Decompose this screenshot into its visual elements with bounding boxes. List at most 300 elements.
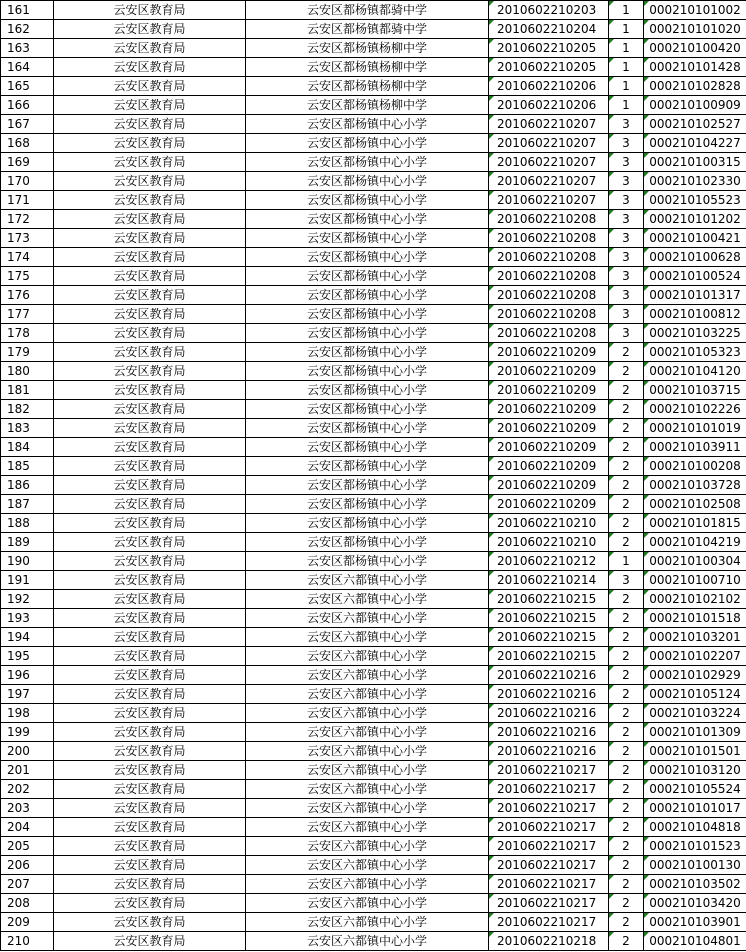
row-number-cell: 162 (1, 20, 54, 39)
position-code-cell: 2010602210207 (489, 134, 609, 153)
row-number-cell: 194 (1, 628, 54, 647)
position-code-cell: 2010602210210 (489, 514, 609, 533)
department-cell: 云安区教育局 (54, 571, 246, 590)
position-code-cell: 2010602210215 (489, 609, 609, 628)
position-code-cell: 2010602210215 (489, 590, 609, 609)
position-code-cell: 2010602210215 (489, 628, 609, 647)
department-cell: 云安区教育局 (54, 381, 246, 400)
row-number-cell: 189 (1, 533, 54, 552)
candidate-id-cell: 000210101017 (644, 799, 746, 818)
row-number-cell: 208 (1, 894, 54, 913)
candidate-id-cell: 000210104227 (644, 134, 746, 153)
school-name-cell: 云安区都杨镇中心小学 (246, 495, 489, 514)
position-code-cell: 2010602210216 (489, 704, 609, 723)
quota-cell: 1 (609, 58, 644, 77)
candidate-id-cell: 000210103901 (644, 913, 746, 932)
table-row (1, 248, 746, 267)
school-name-cell: 云安区都杨镇杨柳中学 (246, 96, 489, 115)
quota-cell: 2 (609, 666, 644, 685)
quota-cell: 2 (609, 628, 644, 647)
candidate-id-cell: 000210103502 (644, 875, 746, 894)
table-row (1, 58, 746, 77)
quota-cell: 2 (609, 647, 644, 666)
department-cell: 云安区教育局 (54, 324, 246, 343)
school-name-cell: 云安区都杨镇中心小学 (246, 533, 489, 552)
department-cell: 云安区教育局 (54, 400, 246, 419)
candidate-id-cell: 000210103420 (644, 894, 746, 913)
school-name-cell: 云安区都杨镇中心小学 (246, 343, 489, 362)
table-body (1, 1, 746, 951)
department-cell: 云安区教育局 (54, 476, 246, 495)
school-name-cell: 云安区都杨镇中心小学 (246, 305, 489, 324)
position-code-cell: 2010602210209 (489, 457, 609, 476)
school-name-cell: 云安区六都镇中心小学 (246, 799, 489, 818)
position-code-cell: 2010602210215 (489, 647, 609, 666)
quota-cell: 2 (609, 837, 644, 856)
position-code-cell: 2010602210206 (489, 96, 609, 115)
position-code-cell: 2010602210209 (489, 495, 609, 514)
table-row (1, 590, 746, 609)
row-number-cell: 188 (1, 514, 54, 533)
department-cell: 云安区教育局 (54, 875, 246, 894)
row-number-cell: 207 (1, 875, 54, 894)
school-name-cell: 云安区六都镇中心小学 (246, 628, 489, 647)
row-number-cell: 202 (1, 780, 54, 799)
quota-cell: 2 (609, 913, 644, 932)
school-name-cell: 云安区六都镇中心小学 (246, 780, 489, 799)
candidate-id-cell: 000210104120 (644, 362, 746, 381)
school-name-cell: 云安区都杨镇都骑中学 (246, 1, 489, 20)
table-row (1, 172, 746, 191)
candidate-id-cell: 000210100812 (644, 305, 746, 324)
department-cell: 云安区教育局 (54, 799, 246, 818)
department-cell: 云安区教育局 (54, 229, 246, 248)
quota-cell: 2 (609, 533, 644, 552)
position-code-cell: 2010602210208 (489, 305, 609, 324)
candidate-id-cell: 000210101523 (644, 837, 746, 856)
quota-cell: 2 (609, 495, 644, 514)
school-name-cell: 云安区都杨镇中心小学 (246, 172, 489, 191)
table-row (1, 229, 746, 248)
table-row (1, 837, 746, 856)
table-row (1, 96, 746, 115)
table-row (1, 210, 746, 229)
position-code-cell: 2010602210209 (489, 381, 609, 400)
table-row (1, 362, 746, 381)
quota-cell: 3 (609, 210, 644, 229)
department-cell: 云安区教育局 (54, 894, 246, 913)
row-number-cell: 198 (1, 704, 54, 723)
row-number-cell: 165 (1, 77, 54, 96)
school-name-cell: 云安区六都镇中心小学 (246, 761, 489, 780)
department-cell: 云安区教育局 (54, 628, 246, 647)
row-number-cell: 190 (1, 552, 54, 571)
department-cell: 云安区教育局 (54, 837, 246, 856)
school-name-cell: 云安区都杨镇中心小学 (246, 419, 489, 438)
position-code-cell: 2010602210218 (489, 932, 609, 951)
table-row (1, 419, 746, 438)
department-cell: 云安区教育局 (54, 609, 246, 628)
school-name-cell: 云安区都杨镇中心小学 (246, 362, 489, 381)
department-cell: 云安区教育局 (54, 552, 246, 571)
row-number-cell: 180 (1, 362, 54, 381)
table-row (1, 495, 746, 514)
table-row (1, 438, 746, 457)
candidate-id-cell: 000210102207 (644, 647, 746, 666)
quota-cell: 3 (609, 115, 644, 134)
position-code-cell: 2010602210217 (489, 856, 609, 875)
department-cell: 云安区教育局 (54, 913, 246, 932)
row-number-cell: 210 (1, 932, 54, 951)
row-number-cell: 196 (1, 666, 54, 685)
table-row (1, 324, 746, 343)
school-name-cell: 云安区都杨镇中心小学 (246, 153, 489, 172)
school-name-cell: 云安区都杨镇杨柳中学 (246, 39, 489, 58)
quota-cell: 2 (609, 704, 644, 723)
school-name-cell: 云安区都杨镇中心小学 (246, 400, 489, 419)
school-name-cell: 云安区都杨镇中心小学 (246, 476, 489, 495)
row-number-cell: 187 (1, 495, 54, 514)
candidate-id-cell: 000210100710 (644, 571, 746, 590)
table-row (1, 894, 746, 913)
table-row (1, 381, 746, 400)
position-code-cell: 2010602210208 (489, 267, 609, 286)
candidate-id-cell: 000210100909 (644, 96, 746, 115)
school-name-cell: 云安区都杨镇中心小学 (246, 457, 489, 476)
candidate-id-cell: 000210101815 (644, 514, 746, 533)
school-name-cell: 云安区都杨镇中心小学 (246, 324, 489, 343)
position-code-cell: 2010602210208 (489, 324, 609, 343)
candidate-id-cell: 000210103715 (644, 381, 746, 400)
table-row (1, 191, 746, 210)
candidate-id-cell: 000210105124 (644, 685, 746, 704)
table-row (1, 685, 746, 704)
quota-cell: 2 (609, 856, 644, 875)
table-row (1, 913, 746, 932)
position-code-cell: 2010602210209 (489, 362, 609, 381)
department-cell: 云安区教育局 (54, 248, 246, 267)
table-row (1, 856, 746, 875)
department-cell: 云安区教育局 (54, 457, 246, 476)
position-code-cell: 2010602210210 (489, 533, 609, 552)
department-cell: 云安区教育局 (54, 172, 246, 191)
table-row (1, 514, 746, 533)
table-row (1, 799, 746, 818)
department-cell: 云安区教育局 (54, 780, 246, 799)
position-code-cell: 2010602210204 (489, 20, 609, 39)
row-number-cell: 206 (1, 856, 54, 875)
quota-cell: 3 (609, 248, 644, 267)
school-name-cell: 云安区都杨镇中心小学 (246, 267, 489, 286)
quota-cell: 2 (609, 685, 644, 704)
quota-cell: 2 (609, 590, 644, 609)
school-name-cell: 云安区都杨镇中心小学 (246, 248, 489, 267)
school-name-cell: 云安区都杨镇中心小学 (246, 210, 489, 229)
candidate-id-cell: 000210102330 (644, 172, 746, 191)
school-name-cell: 云安区六都镇中心小学 (246, 932, 489, 951)
quota-cell: 2 (609, 457, 644, 476)
school-name-cell: 云安区六都镇中心小学 (246, 818, 489, 837)
table-row (1, 704, 746, 723)
position-code-cell: 2010602210217 (489, 894, 609, 913)
row-number-cell: 183 (1, 419, 54, 438)
table-row (1, 780, 746, 799)
candidate-id-cell: 000210101317 (644, 286, 746, 305)
position-code-cell: 2010602210209 (489, 476, 609, 495)
row-number-cell: 173 (1, 229, 54, 248)
school-name-cell: 云安区都杨镇中心小学 (246, 438, 489, 457)
candidate-id-cell: 000210100628 (644, 248, 746, 267)
department-cell: 云安区教育局 (54, 514, 246, 533)
quota-cell: 3 (609, 134, 644, 153)
position-code-cell: 2010602210216 (489, 742, 609, 761)
candidate-id-cell: 000210100524 (644, 267, 746, 286)
table-row (1, 533, 746, 552)
department-cell: 云安区教育局 (54, 58, 246, 77)
school-name-cell: 云安区六都镇中心小学 (246, 875, 489, 894)
table-row (1, 723, 746, 742)
position-code-cell: 2010602210216 (489, 685, 609, 704)
department-cell: 云安区教育局 (54, 666, 246, 685)
quota-cell: 3 (609, 305, 644, 324)
department-cell: 云安区教育局 (54, 115, 246, 134)
candidate-id-cell: 000210103120 (644, 761, 746, 780)
row-number-cell: 172 (1, 210, 54, 229)
school-name-cell: 云安区都杨镇中心小学 (246, 134, 489, 153)
school-name-cell: 云安区六都镇中心小学 (246, 704, 489, 723)
candidate-id-cell: 000210103201 (644, 628, 746, 647)
row-number-cell: 192 (1, 590, 54, 609)
school-name-cell: 云安区都杨镇中心小学 (246, 229, 489, 248)
candidate-id-cell: 000210101020 (644, 20, 746, 39)
quota-cell: 2 (609, 723, 644, 742)
position-code-cell: 2010602210217 (489, 761, 609, 780)
quota-cell: 2 (609, 742, 644, 761)
candidate-id-cell: 000210103224 (644, 704, 746, 723)
quota-cell: 2 (609, 609, 644, 628)
department-cell: 云安区教育局 (54, 20, 246, 39)
position-code-cell: 2010602210209 (489, 438, 609, 457)
candidate-id-cell: 000210103911 (644, 438, 746, 457)
school-name-cell: 云安区六都镇中心小学 (246, 666, 489, 685)
table-row (1, 115, 746, 134)
quota-cell: 3 (609, 324, 644, 343)
school-name-cell: 云安区六都镇中心小学 (246, 856, 489, 875)
department-cell: 云安区教育局 (54, 1, 246, 20)
department-cell: 云安区教育局 (54, 742, 246, 761)
department-cell: 云安区教育局 (54, 704, 246, 723)
school-name-cell: 云安区都杨镇中心小学 (246, 381, 489, 400)
position-code-cell: 2010602210207 (489, 172, 609, 191)
quota-cell: 1 (609, 77, 644, 96)
candidate-id-cell: 000210105523 (644, 191, 746, 210)
quota-cell: 3 (609, 571, 644, 590)
table-row (1, 39, 746, 58)
department-cell: 云安区教育局 (54, 533, 246, 552)
quota-cell: 2 (609, 343, 644, 362)
school-name-cell: 云安区都杨镇都骑中学 (246, 20, 489, 39)
quota-cell: 3 (609, 172, 644, 191)
position-code-cell: 2010602210209 (489, 419, 609, 438)
department-cell: 云安区教育局 (54, 343, 246, 362)
table-row (1, 134, 746, 153)
position-code-cell: 2010602210207 (489, 115, 609, 134)
position-code-cell: 2010602210216 (489, 723, 609, 742)
candidate-id-cell: 000210100420 (644, 39, 746, 58)
quota-cell: 2 (609, 381, 644, 400)
candidate-id-cell: 000210105323 (644, 343, 746, 362)
school-name-cell: 云安区六都镇中心小学 (246, 609, 489, 628)
department-cell: 云安区教育局 (54, 153, 246, 172)
department-cell: 云安区教育局 (54, 305, 246, 324)
position-code-cell: 2010602210209 (489, 343, 609, 362)
row-number-cell: 174 (1, 248, 54, 267)
row-number-cell: 200 (1, 742, 54, 761)
position-code-cell: 2010602210212 (489, 552, 609, 571)
row-number-cell: 166 (1, 96, 54, 115)
row-number-cell: 185 (1, 457, 54, 476)
candidate-id-cell: 000210102508 (644, 495, 746, 514)
row-number-cell: 195 (1, 647, 54, 666)
school-name-cell: 云安区六都镇中心小学 (246, 590, 489, 609)
quota-cell: 1 (609, 20, 644, 39)
candidate-id-cell: 000210100130 (644, 856, 746, 875)
row-number-cell: 197 (1, 685, 54, 704)
candidate-id-cell: 000210101202 (644, 210, 746, 229)
department-cell: 云安区教育局 (54, 932, 246, 951)
candidate-id-cell: 000210100315 (644, 153, 746, 172)
position-code-cell: 2010602210214 (489, 571, 609, 590)
candidate-id-cell: 000210102828 (644, 77, 746, 96)
table-row (1, 666, 746, 685)
department-cell: 云安区教育局 (54, 191, 246, 210)
candidate-id-cell: 000210103225 (644, 324, 746, 343)
department-cell: 云安区教育局 (54, 761, 246, 780)
position-code-cell: 2010602210209 (489, 400, 609, 419)
quota-cell: 2 (609, 780, 644, 799)
row-number-cell: 164 (1, 58, 54, 77)
quota-cell: 2 (609, 761, 644, 780)
position-code-cell: 2010602210216 (489, 666, 609, 685)
quota-cell: 2 (609, 818, 644, 837)
row-number-cell: 201 (1, 761, 54, 780)
department-cell: 云安区教育局 (54, 39, 246, 58)
position-code-cell: 2010602210207 (489, 153, 609, 172)
row-number-cell: 163 (1, 39, 54, 58)
department-cell: 云安区教育局 (54, 210, 246, 229)
school-name-cell: 云安区都杨镇中心小学 (246, 286, 489, 305)
school-name-cell: 云安区都杨镇中心小学 (246, 191, 489, 210)
department-cell: 云安区教育局 (54, 723, 246, 742)
quota-cell: 3 (609, 267, 644, 286)
position-code-cell: 2010602210208 (489, 210, 609, 229)
row-number-cell: 199 (1, 723, 54, 742)
row-number-cell: 168 (1, 134, 54, 153)
row-number-cell: 205 (1, 837, 54, 856)
position-code-cell: 2010602210205 (489, 58, 609, 77)
row-number-cell: 209 (1, 913, 54, 932)
row-number-cell: 167 (1, 115, 54, 134)
department-cell: 云安区教育局 (54, 818, 246, 837)
table-row (1, 267, 746, 286)
candidate-id-cell: 000210100304 (644, 552, 746, 571)
row-number-cell: 203 (1, 799, 54, 818)
table-row (1, 932, 746, 951)
school-name-cell: 云安区都杨镇中心小学 (246, 115, 489, 134)
position-code-cell: 2010602210217 (489, 913, 609, 932)
candidate-id-cell: 000210101309 (644, 723, 746, 742)
quota-cell: 2 (609, 400, 644, 419)
row-number-cell: 161 (1, 1, 54, 20)
department-cell: 云安区教育局 (54, 77, 246, 96)
position-code-cell: 2010602210206 (489, 77, 609, 96)
quota-cell: 1 (609, 552, 644, 571)
position-code-cell: 2010602210217 (489, 875, 609, 894)
quota-cell: 2 (609, 438, 644, 457)
candidate-id-cell: 000210104818 (644, 818, 746, 837)
school-name-cell: 云安区六都镇中心小学 (246, 685, 489, 704)
department-cell: 云安区教育局 (54, 134, 246, 153)
table-row (1, 609, 746, 628)
candidate-id-cell: 000210101002 (644, 1, 746, 20)
candidate-id-cell: 000210103728 (644, 476, 746, 495)
table-row (1, 286, 746, 305)
row-number-cell: 186 (1, 476, 54, 495)
table-row (1, 647, 746, 666)
quota-cell: 3 (609, 229, 644, 248)
department-cell: 云安区教育局 (54, 362, 246, 381)
table-row (1, 1, 746, 20)
quota-cell: 2 (609, 875, 644, 894)
table-row (1, 552, 746, 571)
position-code-cell: 2010602210203 (489, 1, 609, 20)
department-cell: 云安区教育局 (54, 286, 246, 305)
candidate-id-cell: 000210102527 (644, 115, 746, 134)
department-cell: 云安区教育局 (54, 96, 246, 115)
school-name-cell: 云安区六都镇中心小学 (246, 913, 489, 932)
department-cell: 云安区教育局 (54, 590, 246, 609)
quota-cell: 1 (609, 39, 644, 58)
quota-cell: 2 (609, 932, 644, 951)
table-row (1, 343, 746, 362)
candidate-id-cell: 000210101428 (644, 58, 746, 77)
position-code-cell: 2010602210207 (489, 191, 609, 210)
row-number-cell: 169 (1, 153, 54, 172)
school-name-cell: 云安区六都镇中心小学 (246, 647, 489, 666)
school-name-cell: 云安区都杨镇中心小学 (246, 514, 489, 533)
quota-cell: 2 (609, 362, 644, 381)
table-row (1, 153, 746, 172)
position-code-cell: 2010602210217 (489, 780, 609, 799)
candidate-id-cell: 000210102226 (644, 400, 746, 419)
table-row (1, 77, 746, 96)
row-number-cell: 175 (1, 267, 54, 286)
row-number-cell: 184 (1, 438, 54, 457)
quota-cell: 1 (609, 96, 644, 115)
department-cell: 云安区教育局 (54, 495, 246, 514)
table-row (1, 20, 746, 39)
row-number-cell: 181 (1, 381, 54, 400)
department-cell: 云安区教育局 (54, 647, 246, 666)
candidate-id-cell: 000210102929 (644, 666, 746, 685)
position-code-cell: 2010602210217 (489, 799, 609, 818)
quota-cell: 2 (609, 476, 644, 495)
position-code-cell: 2010602210208 (489, 248, 609, 267)
quota-cell: 2 (609, 514, 644, 533)
table-row (1, 476, 746, 495)
table-row (1, 571, 746, 590)
quota-cell: 3 (609, 191, 644, 210)
